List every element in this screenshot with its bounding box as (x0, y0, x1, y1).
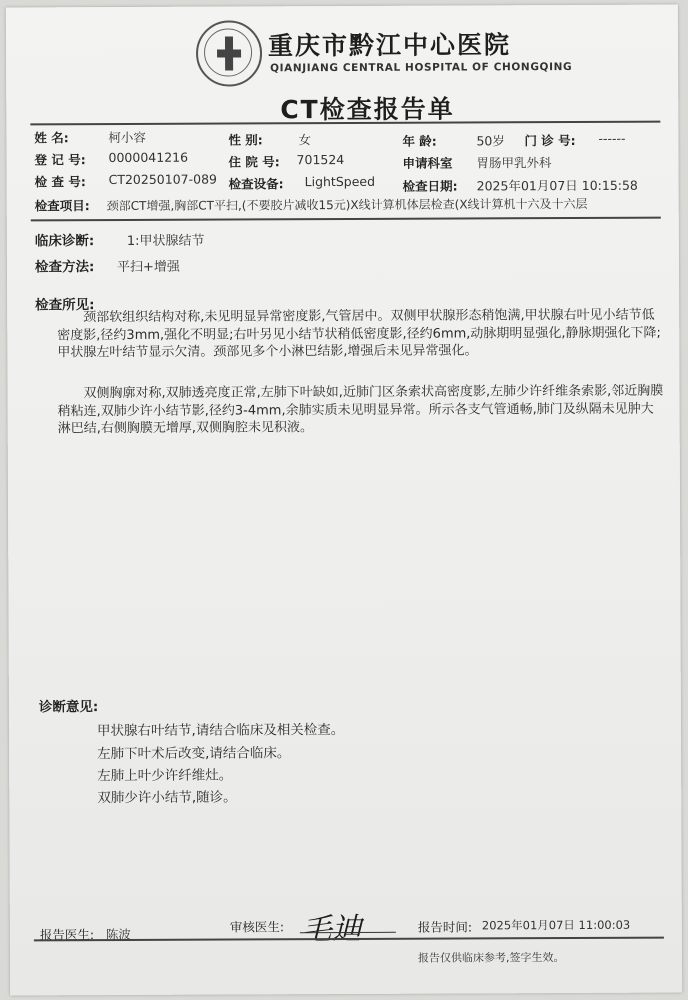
exam-date-label: 检查日期: (402, 178, 458, 194)
review-doctor-label: 审核医生: (229, 919, 285, 935)
exam-no-label: 检 查 号: (34, 174, 86, 190)
device-label: 检查设备: (228, 176, 284, 192)
hospital-logo-icon (196, 20, 262, 86)
report-time-label: 报告时间: (417, 919, 473, 935)
dept-label: 申请科室 (402, 155, 453, 171)
age-label: 年 龄: (402, 133, 437, 149)
device: LightSpeed (304, 173, 376, 190)
exam-date: 2025年01月07日 10:15:58 (476, 177, 638, 194)
impression-line: 双肺少许小结节,随诊。 (97, 789, 237, 807)
report-paper (6, 5, 682, 996)
report-doctor: 陈波 (105, 926, 131, 943)
review-signature: 毛迪 (301, 911, 362, 948)
dept: 胃肠甲乳外科 (476, 155, 552, 171)
name-label: 姓 名: (34, 130, 69, 146)
patient-age: 50岁 (476, 133, 505, 149)
exam-items-label: 检查项目: (34, 198, 90, 214)
disclaimer-note: 报告仅供临床参考,签字生效。 (417, 951, 565, 965)
exam-items: 颈部CT增强,胸部CT平扫,(不要胶片减收15元)X线计算机体层检查(X线计算机十六及十六层 (106, 196, 588, 214)
reg-no: 0000041216 (108, 149, 189, 166)
clinic-no-label: 门 诊 号: (524, 132, 576, 149)
report-doctor-label: 报告医生: (39, 927, 95, 943)
impression-line: 甲状腺右叶结节,请结合临床及相关检查。 (96, 722, 345, 740)
impression-line: 左肺下叶术后改变,请结合临床。 (97, 745, 291, 763)
patient-gender: 女 (298, 132, 311, 148)
clinical-diagnosis: 1:甲状腺结节 (126, 233, 205, 249)
impression-label: 诊断意见: (38, 699, 99, 716)
hospital-name-en: QIANJIANG CENTRAL HOSPITAL OF CHONGQING (270, 61, 573, 75)
clinical-diagnosis-label: 临床诊断: (34, 233, 95, 250)
report-time: 2025年01月07日 11:00:03 (481, 917, 631, 933)
reg-no-label: 登 记 号: (34, 152, 86, 168)
hospital-name-cn: 重庆市黔江中心医院 (267, 30, 512, 61)
exam-method: 平扫+增强 (116, 259, 180, 275)
impression-line: 左肺上叶少许纤维灶。 (97, 767, 233, 785)
findings-neck: 颈部软组织结构对称,未见明显异常密度影,气管居中。双侧甲状腺形态稍饱满,甲状腺右叶见小结节低密度影,径约3mm,强化不明显;右叶另见小结节状稍低密度影,径约6mm,动脉期明显强化,静脉期强化下降;甲状腺左叶结节显示欠清。颈部见多个小淋巴结影,增强后未见异常强化。 (57, 307, 661, 361)
patient-name: 柯小容 (108, 129, 146, 146)
info-divider (31, 217, 661, 222)
signature-underline (300, 932, 396, 933)
clinic-no: ------ (598, 130, 626, 146)
exam-no: CT20250107-089 (108, 171, 217, 188)
inpatient-no-label: 住 院 号: (228, 154, 280, 170)
exam-method-label: 检查方法: (34, 259, 95, 276)
findings-label: 检查所见: (35, 297, 95, 314)
inpatient-no: 701524 (296, 151, 345, 168)
gender-label: 性 别: (228, 132, 263, 148)
report-title: CT检查报告单 (280, 94, 455, 125)
findings-chest: 双侧胸廓对称,双肺透亮度正常,左肺下叶缺如,近肺门区条索状高密度影,左肺少许纤维条索影,邻近胸膜稍粘连,双肺少许小结节影,径约3-4mm,余肺实质未见明显异常。所示各支气管通畅,肺门及纵隔未见肿大淋巴结,右侧胸膜无增厚,双侧胸腔未见积液。 (57, 383, 664, 437)
